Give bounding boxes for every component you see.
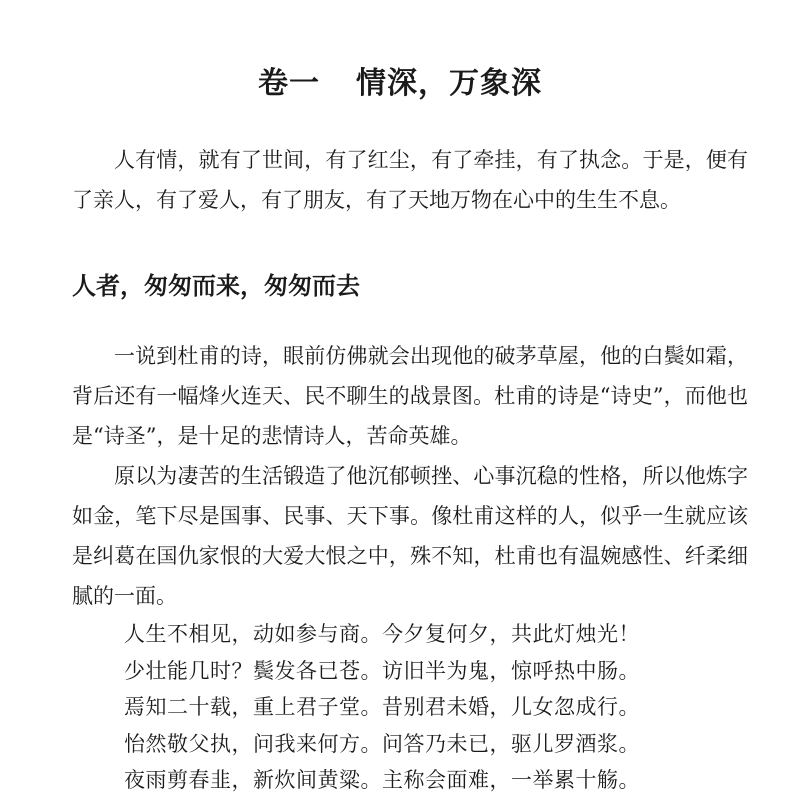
poem-line: 夜雨剪春韭，新炊间黄粱。主称会面难，一举累十觞。 bbox=[124, 768, 640, 792]
poem-line: 怡然敬父执，问我来何方。问答乃未已，驱儿罗酒浆。 bbox=[124, 731, 640, 756]
poem-block bbox=[124, 616, 764, 799]
chapter-label: 卷一 bbox=[258, 66, 320, 101]
poem-line: 人生不相见，动如参与商。今夕复何夕，共此灯烛光！ bbox=[124, 622, 640, 646]
chapter-title bbox=[0, 62, 800, 106]
body-paragraph-2: 原以为凄苦的生活锻造了他沉郁顿挫、心事沉稳的性格，所以他炼字如金，笔下尽是国事、民事、天下事。像杜甫这样的人，似乎一生就应该是纠葛在国仇家恨的大爱大恨之中，殊不知，杜甫也有温婉感性、纤柔细腻的一面。 bbox=[72, 464, 748, 608]
poem-line: 焉知二十载，重上君子堂。昔别君未婚，儿女忽成行。 bbox=[124, 695, 640, 719]
poem-line: 少壮能几时？鬓发各已苍。访旧半为鬼，惊呼热中肠。 bbox=[124, 658, 640, 683]
section-title: 人者，匆匆而来，匆匆而去 bbox=[72, 272, 360, 300]
chapter-name: 情深，万象深 bbox=[356, 66, 542, 101]
body-paragraph-1: 一说到杜甫的诗，眼前仿佛就会出现他的破茅草屋，他的白鬓如霜，背后还有一幅烽火连天、民不聊生的战景图。杜甫的诗是“诗史”，而他也是“诗圣”，是十足的悲情诗人，苦命英雄。 bbox=[72, 344, 748, 448]
intro-paragraph: 人有情，就有了世间，有了红尘，有了牵挂，有了执念。于是，便有了亲人，有了爱人，有了朋友，有了天地万物在心中的生生不息。 bbox=[72, 148, 748, 212]
